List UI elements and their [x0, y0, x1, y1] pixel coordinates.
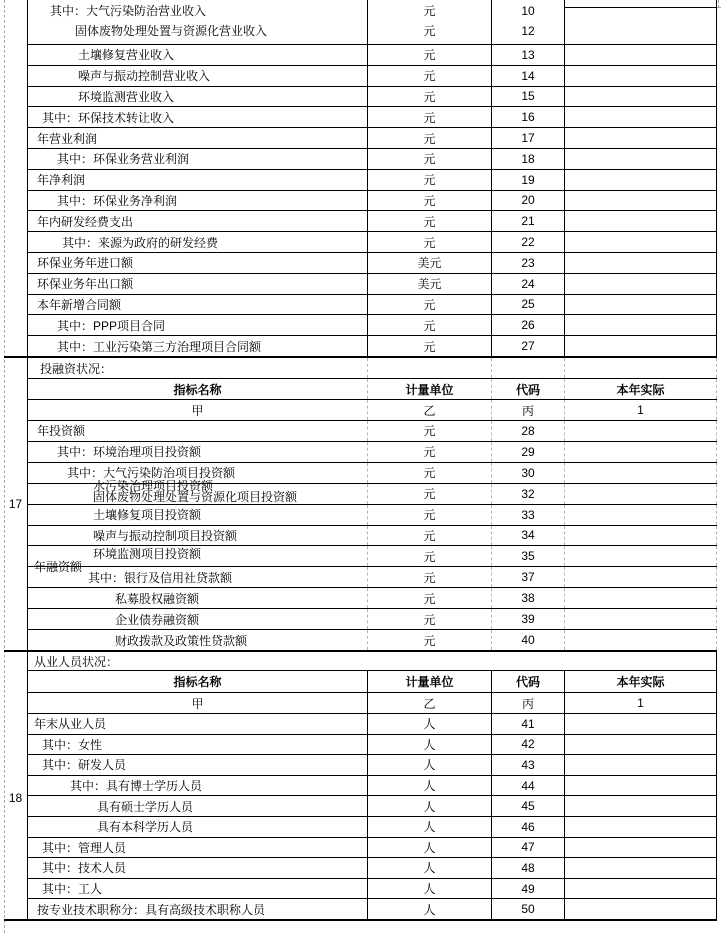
table-row [28, 170, 717, 191]
code-cell: 42 [492, 735, 565, 755]
row-number-18: 18 [8, 791, 23, 805]
unit-cell: 元 [368, 66, 492, 86]
value-cell[interactable] [565, 211, 717, 231]
value-cell[interactable] [565, 817, 717, 837]
code-cell: 22 [492, 232, 565, 252]
code-cell: 49 [492, 879, 565, 899]
indicator-name-cell: 土壤修复营业收入 [28, 45, 368, 65]
indicator-name-cell: 年内研发经费支出 [28, 211, 368, 231]
unit-cell: 元 [368, 107, 492, 127]
indicator-name-cell: 其中：环保业务营业利润 [28, 149, 368, 169]
table-row [28, 128, 717, 149]
indicator-name-cell: 其中：管理人员 [28, 838, 368, 858]
indicator-name-cell: 环保业务年出口额 [28, 274, 368, 294]
unit-cell: 元 [368, 588, 492, 608]
code-cell: 29 [492, 442, 565, 462]
value-cell[interactable] [565, 463, 717, 483]
section-business-income [28, 0, 717, 356]
indicator-name-cell [28, 478, 368, 504]
code-cell: 33 [492, 505, 565, 525]
value-cell[interactable] [565, 899, 717, 919]
code-label: 12 [521, 24, 535, 38]
table-row [28, 45, 717, 66]
code-cell: 34 [492, 526, 565, 546]
code-cell: 30 [492, 463, 565, 483]
code-cell: 40 [492, 630, 565, 650]
table-header-row [28, 400, 717, 421]
indicator-name-cell: 其中：女性 [28, 735, 368, 755]
indicator-name-cell: 按专业技术职称分：具有高级技术职称人员 [28, 899, 368, 919]
unit-cell: 人 [368, 899, 492, 919]
code-label: 10 [521, 4, 535, 18]
code-cell: 23 [492, 253, 565, 273]
header-cell: 乙 [368, 693, 492, 713]
indicator-name-cell: 其中：技术人员 [28, 858, 368, 878]
code-cell: 50 [492, 899, 565, 919]
indicator-name-cell: 环境监测营业收入 [28, 87, 368, 107]
indicator-label: 固体废物处理处置与资源化营业收入 [75, 24, 268, 38]
row-number-column [4, 0, 28, 919]
section-label-row [28, 652, 717, 671]
indicator-name-cell: 私募股权融资额 [28, 588, 368, 608]
header-cell: 1 [565, 400, 717, 420]
indicator-name-cell: 其中：环保技术转让收入 [28, 107, 368, 127]
table-row [28, 899, 717, 919]
value-cell[interactable] [565, 295, 717, 315]
indicator-name-cell: 其中：环境治理项目投资额 [28, 442, 368, 462]
indicator-name-cell: 具有硕士学历人员 [28, 796, 368, 816]
value-cell[interactable] [565, 879, 717, 899]
indicator-name-cell [28, 546, 368, 575]
table-row [28, 0, 717, 45]
value-cell[interactable] [565, 735, 717, 755]
unit-cell: 元 [368, 546, 492, 566]
section-investment-financing [28, 358, 717, 650]
table-row [28, 232, 717, 253]
header-cell: 代码 [492, 379, 565, 399]
code-cell: 47 [492, 838, 565, 858]
code-cell: 37 [492, 567, 565, 587]
unit-cell: 人 [368, 714, 492, 734]
unit-cell: 元 [368, 45, 492, 65]
unit-cell: 元 [368, 630, 492, 650]
value-cell[interactable] [565, 776, 717, 796]
table-row [28, 858, 717, 879]
value-cell[interactable] [565, 315, 717, 335]
value-cell[interactable] [565, 714, 717, 734]
value-cell[interactable] [565, 546, 717, 566]
indicator-name-cell: 其中：研发人员 [28, 755, 368, 775]
table-row [28, 838, 717, 859]
table-row [28, 714, 717, 735]
value-cell[interactable] [565, 588, 717, 608]
table-row [28, 546, 717, 575]
unit-cell: 人 [368, 858, 492, 878]
code-cell: 48 [492, 858, 565, 878]
code-cell: 27 [492, 336, 565, 356]
code-cell: 19 [492, 170, 565, 190]
unit-cell: 元 [368, 191, 492, 211]
header-cell: 本年实际 [565, 671, 717, 692]
value-cell[interactable] [565, 755, 717, 775]
unit-cell: 元 [368, 505, 492, 525]
unit-cell: 元 [368, 526, 492, 546]
table-row [28, 478, 717, 505]
table-row [28, 87, 717, 108]
value-cell[interactable] [565, 149, 717, 169]
unit-cell: 元 [368, 149, 492, 169]
table-row [28, 421, 717, 442]
unit-cell: 元 [368, 232, 492, 252]
section-label-cell: 从业人员状况： [28, 652, 717, 670]
code-cell: 25 [492, 295, 565, 315]
value-cell[interactable] [565, 567, 717, 587]
unit-cell: 元 [368, 87, 492, 107]
table-row [28, 295, 717, 316]
header-cell: 代码 [492, 671, 565, 692]
code-cell: 26 [492, 315, 565, 335]
value-cell[interactable] [565, 87, 717, 107]
indicator-label-clipped: 水污染治理项目投资额 [93, 478, 214, 493]
value-cell[interactable] [565, 128, 717, 148]
value-cell[interactable] [565, 66, 717, 86]
empty-cell [565, 358, 717, 378]
unit-cell: 元 [368, 128, 492, 148]
table-row [28, 796, 717, 817]
code-cell: 28 [492, 421, 565, 441]
table-row [28, 442, 717, 463]
indicator-name-cell: 本年新增合同额 [28, 295, 368, 315]
indicator-name-cell: 噪声与振动控制项目投资额 [28, 526, 368, 546]
unit-cell: 元 [368, 442, 492, 462]
indicator-name-cell: 其中：银行及信用社贷款额 [28, 567, 368, 587]
code-cell: 43 [492, 755, 565, 775]
row-number-17: 17 [8, 497, 23, 511]
code-cell: 20 [492, 191, 565, 211]
unit-cell: 元 [368, 484, 492, 504]
table-row [28, 66, 717, 87]
code-cell: 44 [492, 776, 565, 796]
header-cell: 1 [565, 693, 717, 713]
indicator-label-clipped: 年融资额 [34, 560, 83, 575]
table-row [28, 588, 717, 609]
table-row [28, 274, 717, 295]
header-cell: 本年实际 [565, 379, 717, 399]
value-cell[interactable] [565, 170, 717, 190]
header-cell: 甲 [28, 400, 368, 420]
table-row [28, 107, 717, 128]
indicator-name-cell: 其中：来源为政府的研发经费 [28, 232, 368, 252]
unit-cell [368, 0, 492, 44]
unit-cell: 人 [368, 796, 492, 816]
table-row [28, 609, 717, 630]
code-cell: 16 [492, 107, 565, 127]
table-bottom-border [4, 919, 717, 921]
code-cell [492, 0, 565, 44]
unit-cell: 元 [368, 170, 492, 190]
unit-cell: 元 [368, 567, 492, 587]
value-cell[interactable] [565, 107, 717, 127]
indicator-name-cell: 土壤修复项目投资额 [28, 505, 368, 525]
header-cell: 计量单位 [368, 671, 492, 692]
code-cell: 32 [492, 484, 565, 504]
table-row [28, 755, 717, 776]
empty-cell [492, 358, 565, 378]
value-cell[interactable] [565, 858, 717, 878]
indicator-name-cell: 具有本科学历人员 [28, 817, 368, 837]
value-cell[interactable] [565, 796, 717, 816]
table-row [28, 567, 717, 588]
unit-cell: 美元 [368, 253, 492, 273]
table-row [28, 526, 717, 547]
indicator-name-cell: 其中：大气污染防治项目投资额 [28, 463, 368, 483]
table-row [28, 735, 717, 756]
unit-cell: 人 [368, 879, 492, 899]
indicator-name-cell: 其中：环保业务净利润 [28, 191, 368, 211]
table-row [28, 149, 717, 170]
code-cell: 21 [492, 211, 565, 231]
unit-cell: 元 [368, 421, 492, 441]
unit-cell: 美元 [368, 274, 492, 294]
value-cell[interactable] [565, 336, 717, 356]
value-cell[interactable] [565, 253, 717, 273]
table-row [28, 336, 717, 356]
value-cell[interactable] [565, 630, 717, 650]
indicator-name-cell: 其中：PPP项目合同 [28, 315, 368, 335]
value-cell[interactable] [565, 232, 717, 252]
indicator-name-cell [28, 0, 368, 44]
value-cell[interactable] [565, 191, 717, 211]
table-row [28, 253, 717, 274]
unit-cell: 元 [368, 609, 492, 629]
unit-label: 元 [423, 4, 436, 18]
indicator-name-cell: 其中：工业污染第三方治理项目合同额 [28, 336, 368, 356]
value-cell[interactable] [565, 484, 717, 504]
unit-cell: 人 [368, 776, 492, 796]
indicator-name-cell: 其中：工人 [28, 879, 368, 899]
unit-cell: 元 [368, 211, 492, 231]
indicator-name-cell: 年净利润 [28, 170, 368, 190]
value-cell[interactable] [565, 442, 717, 462]
code-cell: 17 [492, 128, 565, 148]
value-cell[interactable] [565, 838, 717, 858]
table-row [28, 315, 717, 336]
indicator-label-clipped: 固体废物处理处置与资源化项目投资额 [93, 489, 298, 504]
indicator-name-cell: 其中：具有博士学历人员 [28, 776, 368, 796]
unit-cell: 元 [368, 336, 492, 356]
value-cell[interactable] [565, 526, 717, 546]
table-row [28, 879, 717, 900]
unit-cell: 元 [368, 295, 492, 315]
unit-cell: 元 [368, 463, 492, 483]
table-header-row [28, 379, 717, 400]
code-cell: 24 [492, 274, 565, 294]
header-cell: 计量单位 [368, 379, 492, 399]
indicator-name-cell: 噪声与振动控制营业收入 [28, 66, 368, 86]
indicator-name-cell: 环保业务年进口额 [28, 253, 368, 273]
table-row [28, 776, 717, 797]
table-header-row [28, 693, 717, 714]
code-cell: 41 [492, 714, 565, 734]
indicator-label: 其中：大气污染防治营业收入 [50, 4, 207, 18]
indicator-name-cell: 财政拨款及政策性贷款额 [28, 630, 368, 650]
value-cell[interactable] [565, 45, 717, 65]
table-row [28, 630, 717, 650]
table-row [28, 817, 717, 838]
value-cell[interactable] [565, 609, 717, 629]
header-cell: 丙 [492, 693, 565, 713]
code-cell: 39 [492, 609, 565, 629]
section-label-row [28, 358, 717, 379]
indicator-name-cell: 企业债券融资额 [28, 609, 368, 629]
unit-label: 元 [423, 24, 436, 38]
header-cell: 甲 [28, 693, 368, 713]
code-cell: 35 [492, 546, 565, 566]
unit-cell: 人 [368, 755, 492, 775]
value-cell[interactable] [565, 274, 717, 294]
cell-border-remnant [565, 7, 716, 8]
unit-cell: 人 [368, 817, 492, 837]
header-cell: 乙 [368, 400, 492, 420]
value-cell[interactable] [565, 505, 717, 525]
section-label-cell: 投融资状况： [28, 358, 368, 378]
unit-cell: 元 [368, 315, 492, 335]
unit-cell: 人 [368, 735, 492, 755]
value-cell[interactable] [565, 0, 717, 44]
code-cell: 14 [492, 66, 565, 86]
empty-cell [368, 358, 492, 378]
unit-cell: 人 [368, 838, 492, 858]
code-cell: 18 [492, 149, 565, 169]
header-cell: 丙 [492, 400, 565, 420]
table-row [28, 191, 717, 212]
code-cell: 13 [492, 45, 565, 65]
code-cell: 46 [492, 817, 565, 837]
indicator-label: 环境监测项目投资额 [93, 547, 202, 562]
table-row [28, 211, 717, 232]
code-cell: 45 [492, 796, 565, 816]
header-cell: 指标名称 [28, 379, 368, 399]
table-row [28, 505, 717, 526]
section-employees [28, 652, 717, 919]
indicator-name-cell: 年末从业人员 [28, 714, 368, 734]
indicator-name-cell: 年投资额 [28, 421, 368, 441]
code-cell: 38 [492, 588, 565, 608]
code-cell: 15 [492, 87, 565, 107]
value-cell[interactable] [565, 421, 717, 441]
indicator-name-cell: 年营业利润 [28, 128, 368, 148]
table-header-row [28, 671, 717, 693]
header-cell: 指标名称 [28, 671, 368, 692]
